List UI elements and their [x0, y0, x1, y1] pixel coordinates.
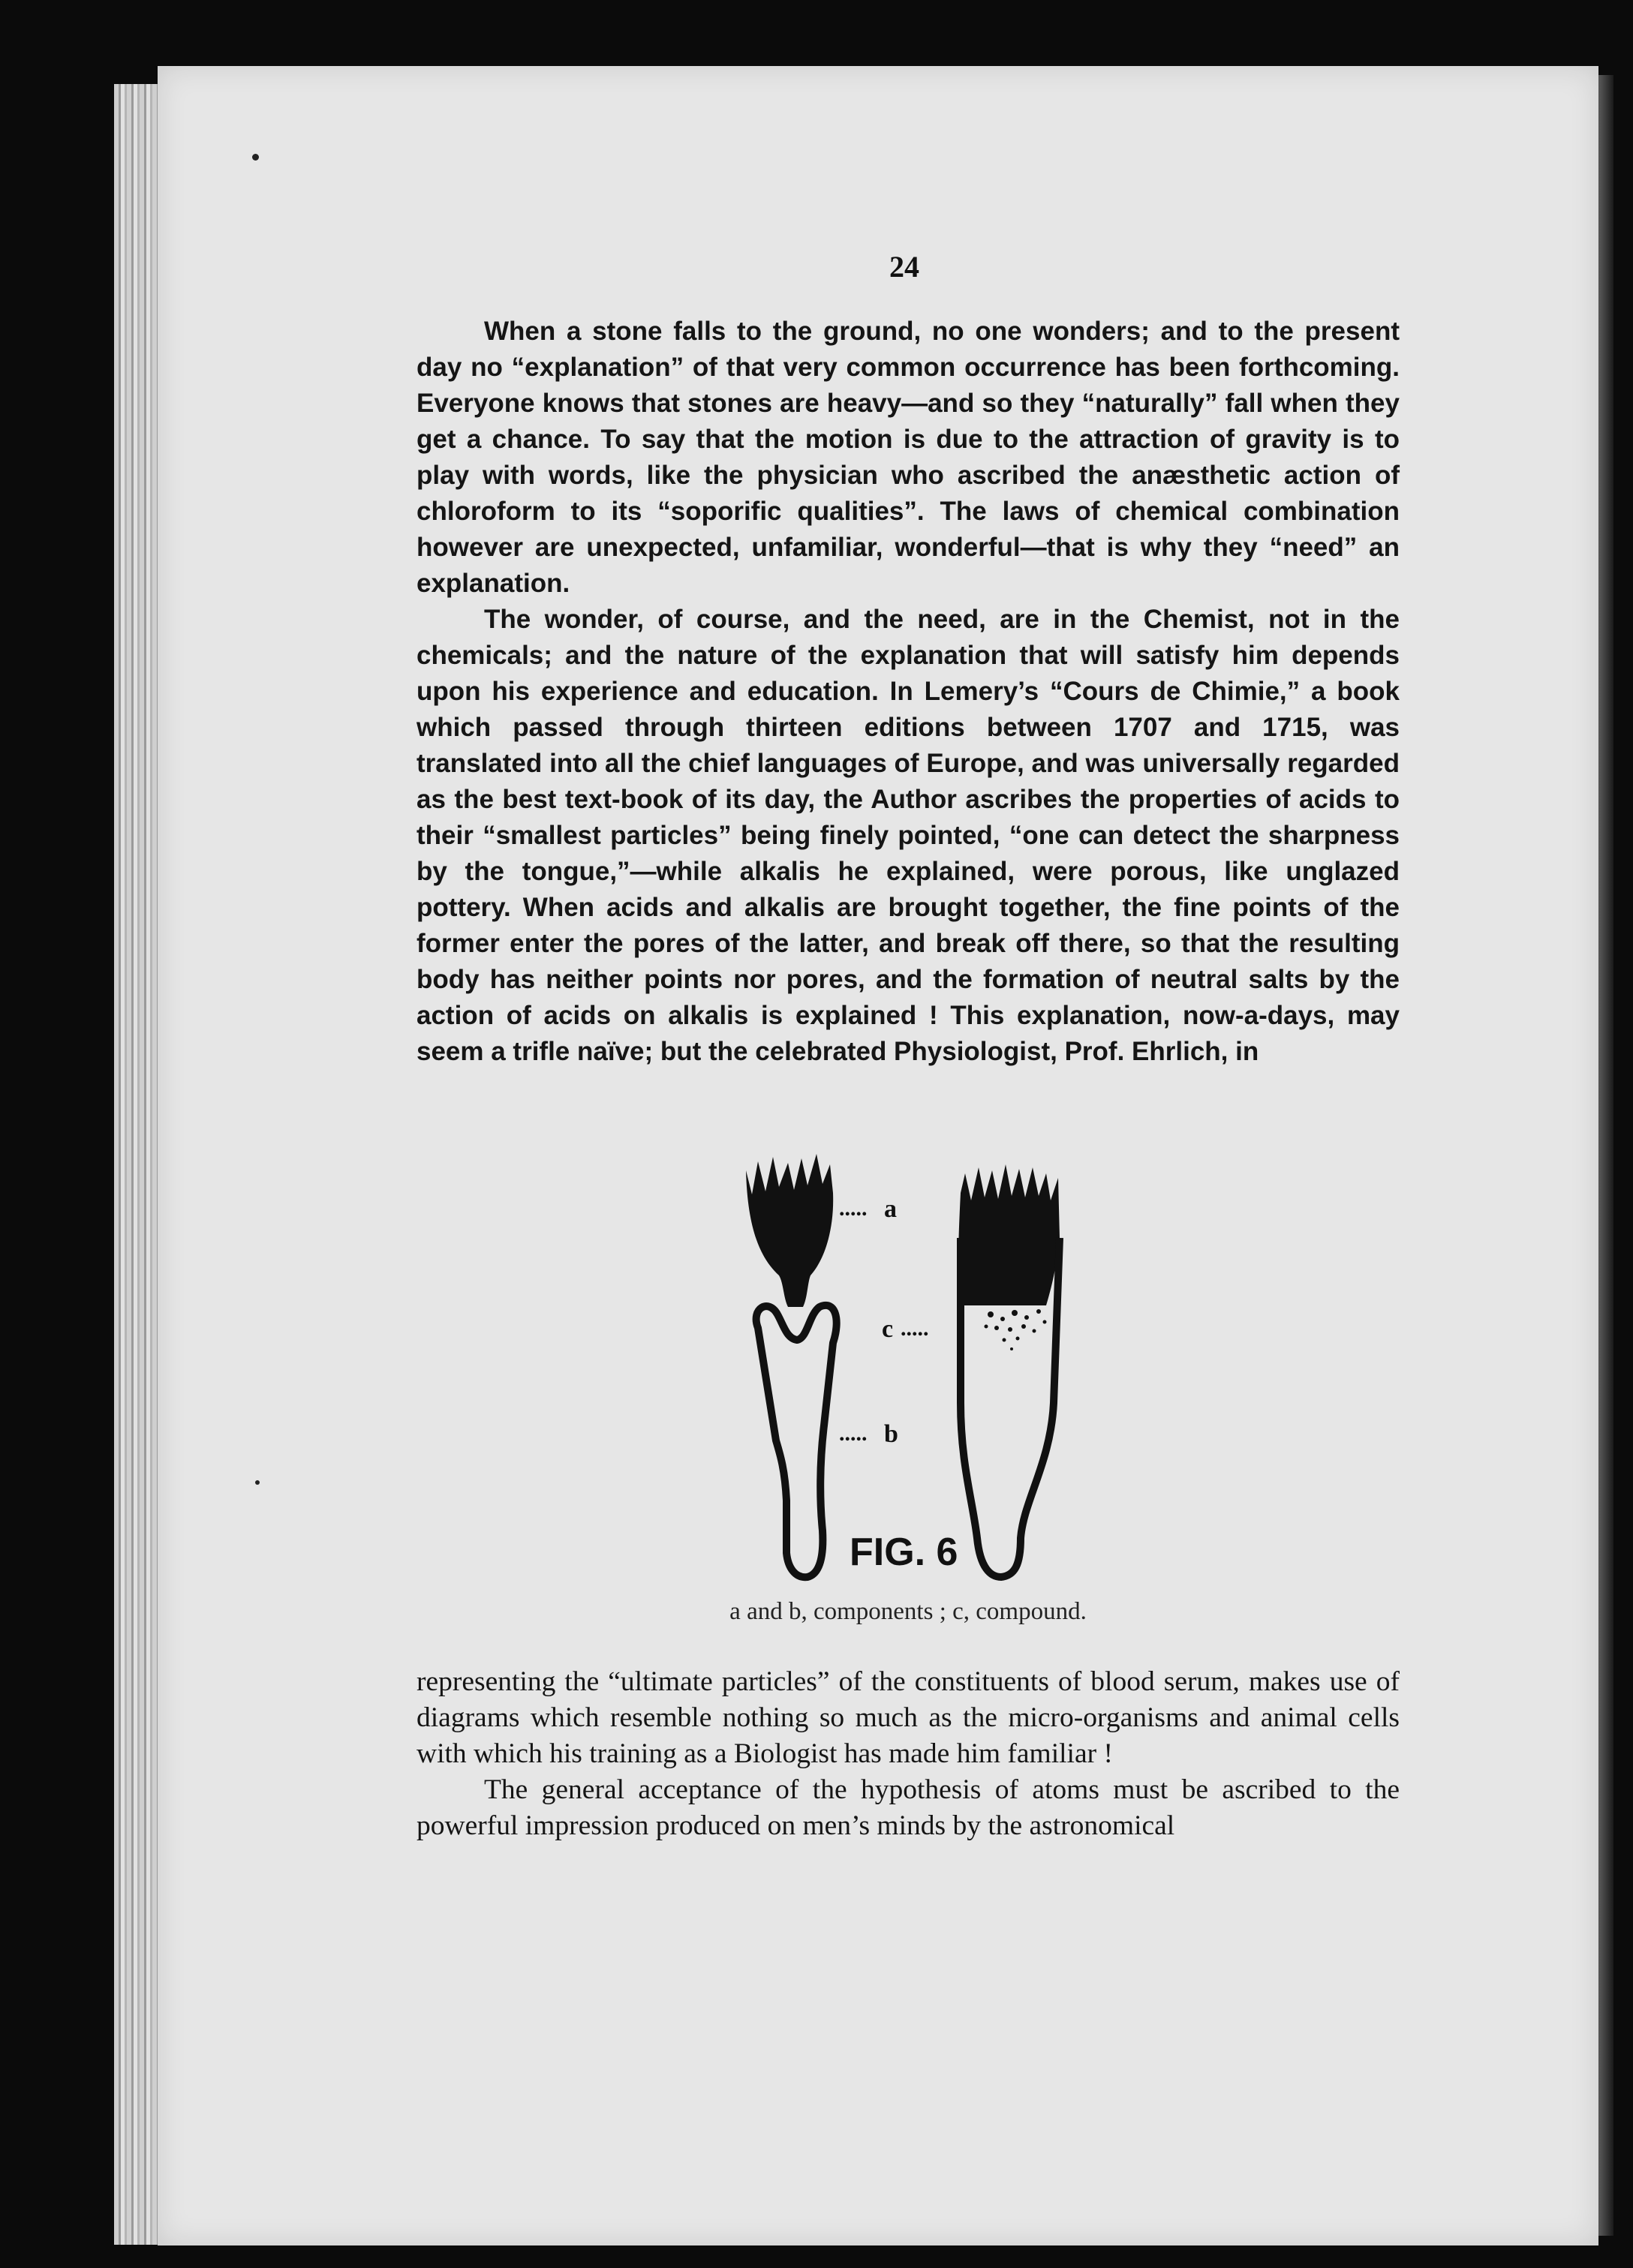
- label-c: c: [882, 1315, 894, 1343]
- component-b: [756, 1305, 837, 1577]
- bottom-text-block: [417, 1664, 1400, 1844]
- svg-text:.....: .....: [901, 1316, 929, 1341]
- paragraph-ehrlich-continued: representing the “ultimate particles” of the constituents of blood serum, makes use of diagrams which resemble nothing so much as the micro-organisms and animal cells with which his training as a Biologist has made him familiar !: [417, 1666, 1400, 1769]
- paragraph-atoms: The general acceptance of the hypothesis of atoms must be ascribed to the powerful impression produced on men’s minds by the astronomical: [417, 1774, 1400, 1841]
- figure-title: FIG. 6: [850, 1531, 958, 1574]
- figure-6-diagram: [735, 1148, 1141, 1598]
- svg-text:.....: .....: [839, 1196, 868, 1221]
- dust-speck: [252, 154, 259, 161]
- compound-c: [958, 1164, 1060, 1577]
- paragraph-lemery: The wonder, of course, and the need, are in the Chemist, not in the chemicals; and the nature of the explanation that will satisfy him depends upon his experience and education. In Lemery’s “Cours de Chimie,” a book which passed through thirteen editions between 1707 and 1715, was translated into all the chief languages of Europe, and was universally regarded as the best text-book of its day, the Author ascribes the properties of acids to their “smallest particles” being finely pointed, “one can detect the sharpness by the tongue,”—while alkalis he explained, were porous, like unglazed pottery. When acids and alkalis are brought together, the fine points of the former enter the pores of the latter, and break off there, so that the resulting body has neither points nor pores, and the formation of neutral salts by the action of acids on alkalis is explained ! This explanation, now-a-days, may seem a trifle naïve; but the celebrated Physiologist, Prof. Ehrlich, in: [417, 605, 1400, 1066]
- label-b: b: [884, 1420, 898, 1448]
- component-a: [746, 1154, 833, 1307]
- top-text-block: [417, 314, 1400, 1070]
- svg-text:.....: .....: [839, 1421, 868, 1446]
- paragraph-stone-falls: When a stone falls to the ground, no one wonders; and to the present day no “explanation” of that very common occurrence has been forthcoming. Everyone knows that stones are heavy—and so they “naturally” fall when they get a chance. To say that the motion is due to the attraction of gravity is to play with words, like the physician who ascribed the anæsthetic action of chloroform to its “soporific qualities”. The laws of chemical combination however are unexpected, unfamiliar, wonderful—that is why they “need” an explanation.: [417, 317, 1400, 598]
- page-number: 24: [889, 250, 919, 284]
- dust-speck: [255, 1480, 260, 1485]
- figure-caption: a and b, components ; c, compound.: [729, 1598, 1087, 1625]
- label-a: a: [884, 1195, 897, 1223]
